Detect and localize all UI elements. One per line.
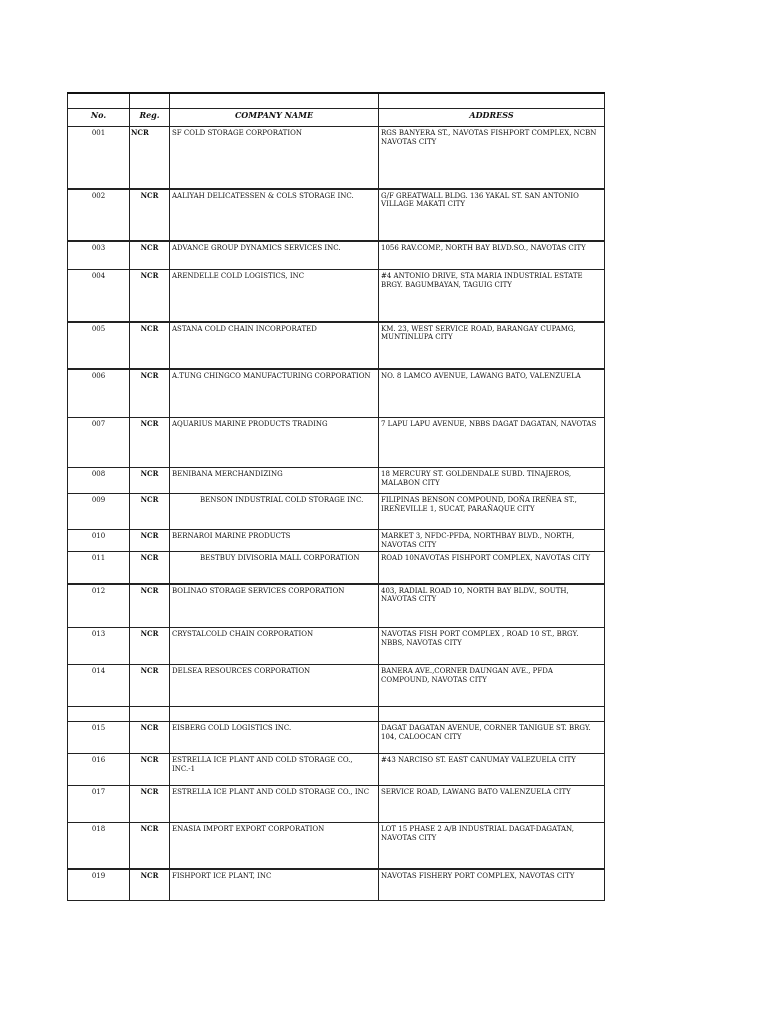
table-row <box>68 468 605 494</box>
row-region: NCR <box>130 189 170 241</box>
row-address: 1056 RAV.COMP., NORTH BAY BLVD.SO., NAVOTAS CITY <box>379 241 605 270</box>
row-region: NCR <box>130 754 170 786</box>
row-company-name: ESTRELLA ICE PLANT AND COLD STORAGE CO., INC.-1 <box>170 754 379 786</box>
row-region: NCR <box>130 494 170 530</box>
row-company-name: ESTRELLA ICE PLANT AND COLD STORAGE CO., INC <box>170 786 379 823</box>
row-company-name: BOLINAO STORAGE SERVICES CORPORATION <box>170 584 379 628</box>
row-number: 006 <box>68 369 130 418</box>
table-row <box>68 628 605 665</box>
table-row <box>68 869 605 901</box>
row-region: NCR <box>130 869 170 901</box>
row-company-name: EISBERG COLD LOGISTICS INC. <box>170 722 379 754</box>
column-header-no: No. <box>68 109 130 127</box>
row-region: NCR <box>130 786 170 823</box>
row-address: G/F GREATWALL BLDG. 136 YAKAL ST. SAN ANTONIO VILLAGE MAKATI CITY <box>379 189 605 241</box>
row-company-name: A.TUNG CHINGCO MANUFACTURING CORPORATION <box>170 369 379 418</box>
row-number: 012 <box>68 584 130 628</box>
table-row <box>68 418 605 468</box>
table-row <box>68 823 605 869</box>
row-company-name: BERNAROI MARINE PRODUCTS <box>170 530 379 552</box>
row-address: NAVOTAS FISHERY PORT COMPLEX, NAVOTAS CITY <box>379 869 605 901</box>
row-address: 18 MERCURY ST. GOLDENDALE SUBD. TINAJEROS, MALABON CITY <box>379 468 605 494</box>
row-region: NCR <box>130 322 170 369</box>
row-address: BANERA AVE.,CORNER DAUNGAN AVE., PFDA COMPOUND, NAVOTAS CITY <box>379 665 605 707</box>
row-address: MARKET 3, NFDC-PFDA, NORTHBAY BLVD., NORTH, NAVOTAS CITY <box>379 530 605 552</box>
table-row <box>68 270 605 322</box>
row-number: 011 <box>68 552 130 584</box>
row-number: 010 <box>68 530 130 552</box>
row-company-name: ENASIA IMPORT EXPORT CORPORATION <box>170 823 379 869</box>
table-top-spacer-row <box>68 93 605 109</box>
column-header-address: ADDRESS <box>379 109 605 127</box>
row-address: #4 ANTONIO DRIVE, STA MARIA INDUSTRIAL ESTATE BRGY. BAGUMBAYAN, TAGUIG CITY <box>379 270 605 322</box>
row-company-name: ASTANA COLD CHAIN INCORPORATED <box>170 322 379 369</box>
table-row <box>68 189 605 241</box>
row-region: NCR <box>130 665 170 707</box>
row-address: 7 LAPU LAPU AVENUE, NBBS DAGAT DAGATAN, NAVOTAS <box>379 418 605 468</box>
row-region: NCR <box>130 241 170 270</box>
row-address: SERVICE ROAD, LAWANG BATO VALENZUELA CITY <box>379 786 605 823</box>
table-row <box>68 322 605 369</box>
table-row <box>68 241 605 270</box>
row-number: 004 <box>68 270 130 322</box>
table-row <box>68 754 605 786</box>
row-address: 403, RADIAL ROAD 10, NORTH BAY BLDV., SOUTH, NAVOTAS CITY <box>379 584 605 628</box>
row-number: 013 <box>68 628 130 665</box>
row-region: NCR <box>130 418 170 468</box>
table-row <box>68 665 605 707</box>
row-company-name: SF COLD STORAGE CORPORATION <box>170 127 379 189</box>
row-company-name: DELSEA RESOURCES CORPORATION <box>170 665 379 707</box>
table-header-row <box>68 109 605 127</box>
row-region: NCR <box>130 552 170 584</box>
row-company-name: BENSON INDUSTRIAL COLD STORAGE INC. <box>170 494 379 530</box>
table-row <box>68 369 605 418</box>
row-region: NCR <box>130 722 170 754</box>
company-table <box>67 92 605 901</box>
row-number: 007 <box>68 418 130 468</box>
table-row <box>68 530 605 552</box>
row-region: NCR <box>130 823 170 869</box>
row-number: 016 <box>68 754 130 786</box>
row-address: RGS BANYERA ST., NAVOTAS FISHPORT COMPLEX, NCBN NAVOTAS CITY <box>379 127 605 189</box>
row-region: NCR <box>130 468 170 494</box>
row-number: 001 <box>68 127 130 189</box>
row-region: NCR <box>130 584 170 628</box>
column-header-company-name: COMPANY NAME <box>170 109 379 127</box>
row-company-name: ADVANCE GROUP DYNAMICS SERVICES INC. <box>170 241 379 270</box>
row-number: 015 <box>68 722 130 754</box>
row-number: 003 <box>68 241 130 270</box>
row-address: NAVOTAS FISH PORT COMPLEX , ROAD 10 ST., BRGY. NBBS, NAVOTAS CITY <box>379 628 605 665</box>
row-region: NCR <box>130 270 170 322</box>
row-number: 019 <box>68 869 130 901</box>
row-address: NO. 8 LAMCO AVENUE, LAWANG BATO, VALENZUELA <box>379 369 605 418</box>
row-address: LOT 15 PHASE 2 A/B INDUSTRIAL DAGAT-DAGATAN, NAVOTAS CITY <box>379 823 605 869</box>
row-address: FILIPINAS BENSON COMPOUND, DOÑA IREÑEA ST., IREÑEVILLE 1, SUCAT, PARAÑAQUE CITY <box>379 494 605 530</box>
column-header-reg: Reg. <box>130 109 170 127</box>
row-number: 002 <box>68 189 130 241</box>
table-row <box>68 552 605 584</box>
row-region: NCR <box>130 530 170 552</box>
company-registry-sheet <box>67 92 604 901</box>
row-address: DAGAT DAGATAN AVENUE, CORNER TANIGUE ST. BRGY. 104, CALOOCAN CITY <box>379 722 605 754</box>
row-number: 009 <box>68 494 130 530</box>
row-company-name: ARENDELLE COLD LOGISTICS, INC <box>170 270 379 322</box>
row-number: 014 <box>68 665 130 707</box>
row-address: KM. 23, WEST SERVICE ROAD, BARANGAY CUPAMG, MUNTINLUPA CITY <box>379 322 605 369</box>
row-company-name: BESTBUY DIVISORIA MALL CORPORATION <box>170 552 379 584</box>
table-row <box>68 786 605 823</box>
row-company-name: FISHPORT ICE PLANT, INC <box>170 869 379 901</box>
table-row <box>68 127 605 189</box>
row-number: 018 <box>68 823 130 869</box>
table-row <box>68 494 605 530</box>
row-region: NCR <box>130 628 170 665</box>
row-number: 008 <box>68 468 130 494</box>
row-number: 017 <box>68 786 130 823</box>
row-address: ROAD 10NAVOTAS FISHPORT COMPLEX, NAVOTAS CITY <box>379 552 605 584</box>
table-row <box>68 584 605 628</box>
row-company-name: BENIBANA MERCHANDIZING <box>170 468 379 494</box>
row-number: 005 <box>68 322 130 369</box>
row-region: NCR <box>130 369 170 418</box>
row-company-name: AQUARIUS MARINE PRODUCTS TRADING <box>170 418 379 468</box>
table-blank-row <box>68 707 605 722</box>
row-company-name: CRYSTALCOLD CHAIN CORPORATION <box>170 628 379 665</box>
row-company-name: AALIYAH DELICATESSEN & COLS STORAGE INC. <box>170 189 379 241</box>
row-address: #43 NARCISO ST. EAST CANUMAY VALEZUELA CITY <box>379 754 605 786</box>
table-row <box>68 722 605 754</box>
row-region: NCR <box>130 127 170 189</box>
